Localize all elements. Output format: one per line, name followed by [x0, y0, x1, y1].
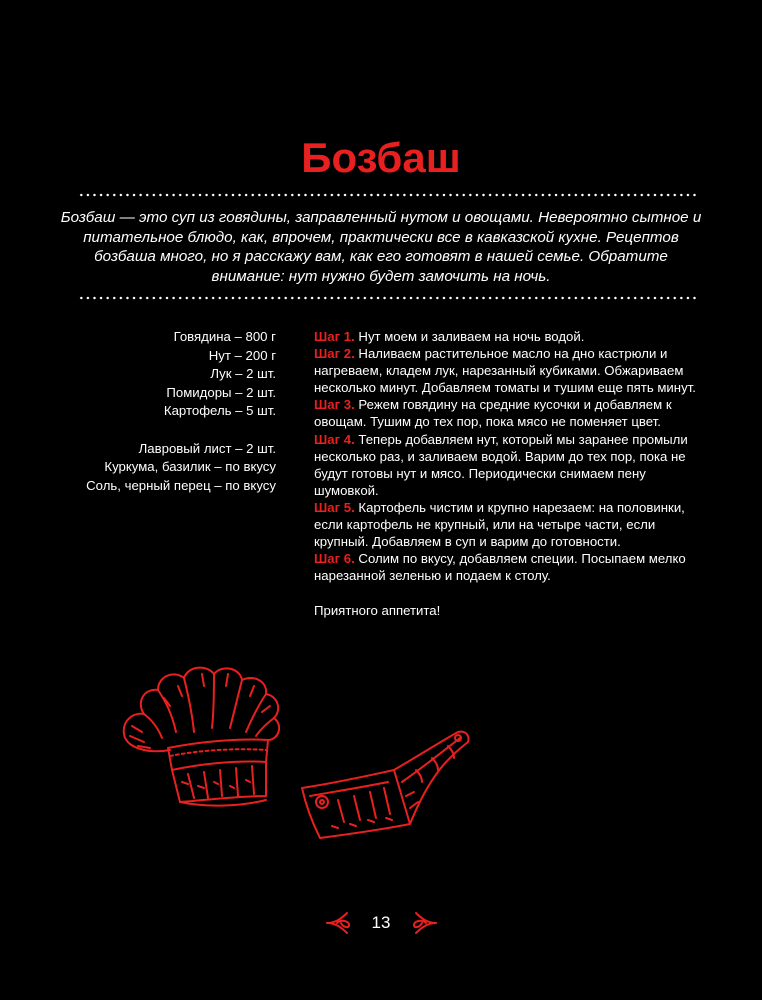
recipe-intro: Бозбаш — это суп из говядины, заправленный нутом и овощами. Невероятно сытное и питательное блюдо, как, впрочем, практически все в кавказской кухне. Рецептов бозбаша много, но я расскажу вам, как его готовят в нашей семье. Обратите внимание: нут нужно будет замочить на ночь.	[60, 209, 702, 285]
step-1	[314, 328, 704, 345]
ingredient-item: Картофель – 5 шт.	[163, 403, 276, 419]
ingredient-item: Лук – 2 шт.	[210, 366, 276, 382]
step-text: Наливаем растительное масло на дно кастрюли и нагреваем, кладем лук, нарезанный кубиками. Обжариваем несколько минут. Добавляем томаты и тушим еще пять минут.	[314, 346, 696, 396]
step-label: Шаг 3.	[314, 397, 355, 413]
step-label: Шаг 2.	[314, 346, 355, 362]
step-list	[314, 328, 704, 619]
step-label: Шаг 5.	[314, 499, 355, 515]
step-4	[314, 431, 704, 499]
dotted-divider-top	[78, 193, 698, 197]
step-5	[314, 499, 704, 550]
ingredient-list	[36, 328, 276, 495]
ingredient-item: Куркума, базилик – по вкусу	[104, 459, 276, 475]
ingredient-item: Говядина – 800 г	[173, 329, 276, 344]
closing-line: Приятного аппетита!	[314, 602, 441, 618]
ornament-right-icon	[410, 911, 438, 935]
ingredient-item: Нут – 200 г	[208, 347, 276, 363]
step-text: Теперь добавляем нут, который мы заранее промыли несколько раз, и заливаем водой. Варим до тех пор, пока не будут готовы нут и мясо. Периодически снимаем пену шумовкой.	[314, 431, 688, 498]
step-text: Нут моем и заливаем на ночь водой.	[354, 329, 585, 344]
ingredient-item: Соль, черный перец – по вкусу	[86, 477, 276, 493]
step-label: Шаг 6.	[314, 551, 355, 567]
chef-hat-icon	[118, 662, 288, 812]
ingredient-item: Лавровый лист – 2 шт.	[138, 440, 276, 456]
recipe-title: Бозбаш	[301, 134, 461, 181]
ingredient-item: Помидоры – 2 шт.	[166, 384, 276, 400]
step-text: Картофель чистим и крупно нарезаем: на половинки, если картофель не крупный, или на четыре части, если крупный. Добавляем в суп и варим до готовности.	[314, 499, 685, 550]
step-text: Режем говядину на средние кусочки и добавляем к овощам. Тушим до тех пор, пока мясо не поменяет цвет.	[314, 397, 672, 430]
page-number: 13	[371, 913, 391, 932]
cleaver-icon	[298, 726, 474, 848]
step-6	[314, 550, 704, 584]
step-label: Шаг 4.	[314, 431, 355, 447]
step-2	[314, 345, 704, 396]
step-text: Солим по вкусу, добавляем специи. Посыпаем мелко нарезанной зеленью и подаем к столу.	[314, 551, 686, 584]
step-3	[314, 396, 704, 430]
dotted-divider-bottom	[78, 296, 698, 300]
step-label: Шаг 1.	[314, 329, 355, 344]
page-footer	[0, 908, 762, 940]
